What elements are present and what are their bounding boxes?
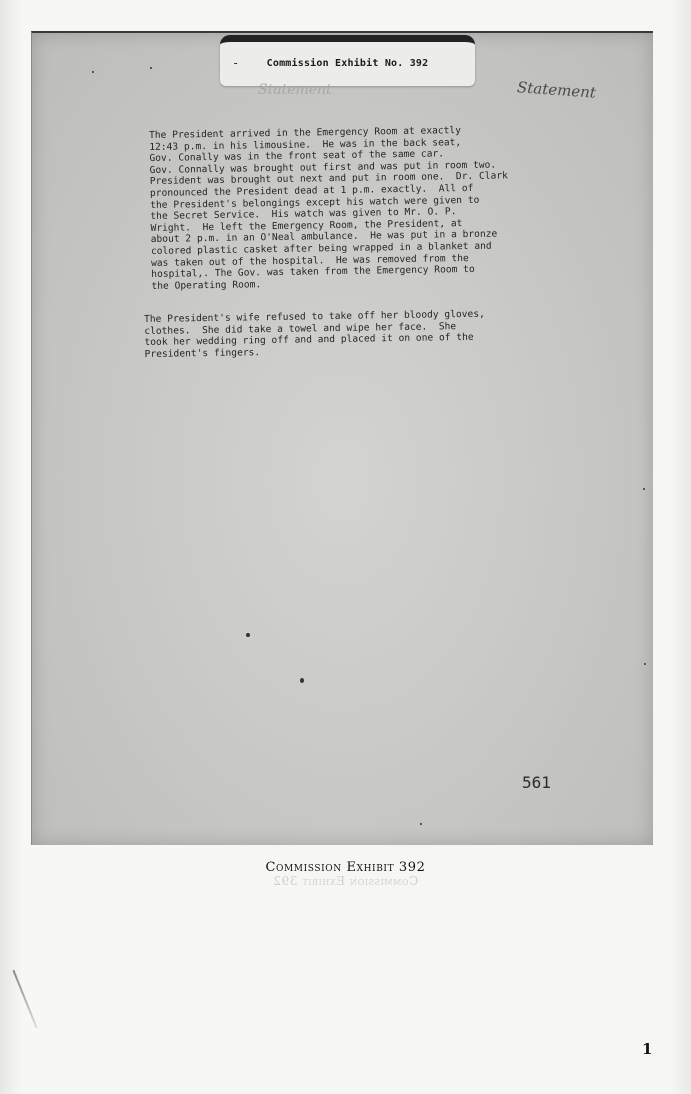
faint-handwriting: Statement — [258, 82, 332, 98]
folio-number: 1 — [642, 1040, 653, 1058]
handwritten-note: Statement — [516, 78, 597, 102]
exhibit-caption: Commission Exhibit 392 — [265, 860, 426, 875]
document-page-number: 561 — [522, 773, 551, 792]
typed-paragraph-2: The President's wife refused to take off her bloody gloves, clothes. She did take a towel and wipe her face. She took her wedding ring off and and placed it on one of the President's fingers. — [144, 308, 485, 360]
typed-paragraph-1: The President arrived in the Emergency Room at exactly 12:43 p.m. in his limousine. He was in the back seat, Gov. Conally was in the front seat of the same car. Gov. Connally was brought out first and was put in room two. President was brought out next and put in room one. Dr. Clark pronounced the President dead at 1 p.m. exactly. All of the President's belongings except his watch were given to the Secret Service. His watch was given to Mr. O. P. Wright. He left the Emergency Room, the President, at about 2 p.m. in an O'Neal ambulance. He was put in a bronze colored plastic casket after being wrapped in a blanket and was taken out of the hospital. He was removed from the hospital,. The Gov. was taken from the Emergency Room to the Operating Room. — [149, 125, 508, 292]
tab-dash: - — [232, 56, 240, 70]
exhibit-tab-label: Commission Exhibit No. 392 — [266, 58, 429, 69]
exhibit-tab — [220, 35, 475, 86]
bleed-through-text: Commission Exhibit 392 — [272, 874, 419, 888]
